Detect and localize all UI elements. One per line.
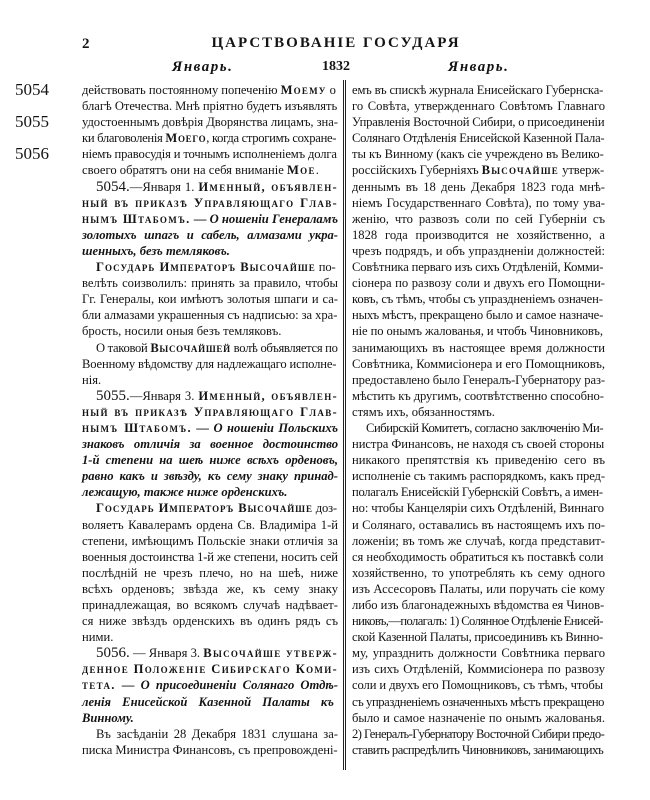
text-line xyxy=(82,661,339,677)
text-segment: Высочайшей xyxy=(150,340,231,355)
text-segment: мѣстить къ другимъ, соотвѣтственно способно- xyxy=(352,388,604,403)
text-line xyxy=(82,388,339,404)
text-segment: шенныхъ, безъ темляковъ. xyxy=(82,243,230,258)
text-line xyxy=(352,114,606,130)
text-segment: нымъ Штабомъ. xyxy=(82,211,191,226)
text-line xyxy=(82,677,339,693)
text-segment: ставить распредѣлить Чиновниковъ, занимающихъ xyxy=(352,742,604,757)
text-segment: Высочайше утверж- xyxy=(203,646,339,661)
text-segment: женію, что развозъ соли по сей Губерніи съ xyxy=(352,211,605,226)
text-line xyxy=(352,533,606,549)
text-segment: хозяйственно, то употреблять къ сему одного xyxy=(352,565,605,580)
text-segment: утверж- xyxy=(558,163,605,178)
text-segment: чрезъ подрядъ, и объ упраздненіи должностей: xyxy=(352,243,605,258)
text-line xyxy=(352,565,606,581)
text-segment: удостоеннымъ довѣрія Дворянства лицамъ, зна- xyxy=(82,115,338,130)
text-line xyxy=(352,420,606,436)
text-segment: съ упраздненіемъ означенныхъ мѣстъ прекращено xyxy=(352,694,605,709)
text-line xyxy=(82,259,339,275)
text-line xyxy=(82,323,339,339)
text-segment: Управленія Восточной Сибири, о присоединеніи xyxy=(352,115,605,130)
text-line xyxy=(352,677,606,693)
text-segment: ніемъ правосудія и точнымъ исполненіемъ долга xyxy=(82,147,337,162)
text-segment: послѣдній не чрезъ плечо, но на шеѣ, ниже xyxy=(82,565,338,580)
text-segment: — Января 3. xyxy=(129,646,204,661)
text-line xyxy=(82,227,339,243)
text-segment: ніемъ Государственнаго Совѣта), по тому ува- xyxy=(352,195,605,210)
text-segment: ской Казенной Палаты, присоединивъ къ Винно- xyxy=(352,630,603,645)
text-segment: никакого препятствія къ приведенію сего въ xyxy=(352,453,605,468)
text-segment: изъ сихъ Отдѣленій, Коммисіонера по развозу xyxy=(352,662,605,677)
text-segment: соли и двухъ его Помощниковъ, съ тѣмъ, чтобы xyxy=(352,678,603,693)
text-line xyxy=(82,307,339,323)
text-segment: предоставлено было Генералъ-Губернатору раз- xyxy=(352,372,605,387)
text-segment: военныя достоинства 1-й же степени, носить сей xyxy=(82,549,338,564)
text-segment: О таковой xyxy=(96,340,151,355)
text-line xyxy=(82,726,339,742)
text-line xyxy=(352,243,606,259)
text-line xyxy=(352,98,606,114)
text-segment: полагалъ Енисейскій Губернскій Совѣтъ, а имен- xyxy=(352,485,603,500)
text-segment: велѣть соизволилъ: принять за правило, чтобы xyxy=(82,276,338,291)
text-segment: Государь Императоръ Высочайше xyxy=(96,260,316,275)
text-segment: Солянаго Отдѣленія Енисейской Казенной Пала- xyxy=(352,131,605,146)
right-column xyxy=(352,82,606,758)
text-segment: му, упразднить должности Совѣтника перваго xyxy=(352,646,605,661)
text-segment: бли алмазами украшенныя съ надписью: за хра- xyxy=(82,308,338,323)
text-line xyxy=(82,645,339,661)
month-left: Январь. xyxy=(172,59,234,75)
text-segment: было и самое назначеніе по онымъ жалованья. xyxy=(352,710,605,725)
text-segment: ный въ приказѣ Управляющаго Глав- xyxy=(82,195,338,210)
text-line xyxy=(82,179,339,195)
text-segment: Въ засѣданіи 28 Декабря 1831 слушана за- xyxy=(96,726,338,741)
text-segment: изъ Ассесоровъ Палаты, или поручать сіе кому xyxy=(352,581,605,596)
page-number: 2 xyxy=(82,36,90,52)
text-segment: Моего xyxy=(165,131,207,146)
text-line xyxy=(82,517,339,533)
entry-number: 5056. xyxy=(96,645,130,662)
text-segment: ложеніи; въ томъ же случаѣ, когда представит- xyxy=(352,533,605,548)
left-column xyxy=(82,82,339,758)
running-title: ЦАРСТВОВАНІЕ ГОСУДАРЯ xyxy=(211,35,461,51)
text-segment: ковъ, съ тѣмъ, чтобы съ упраздненіемъ означен- xyxy=(352,292,603,307)
text-segment: 1-й степени на шеѣ ниже всѣхъ орденовъ, xyxy=(82,453,338,468)
text-segment: о xyxy=(326,83,336,97)
text-segment: ки благоволенія xyxy=(82,131,166,146)
entry-number: 5055. xyxy=(96,387,130,404)
text-segment: по- xyxy=(315,260,336,275)
text-segment: нистра Финансовъ, не находя съ своей стороны xyxy=(352,437,605,452)
text-segment: нія. xyxy=(82,372,102,387)
text-segment: всѣхъ орденовъ; звѣзда же, къ сему знаку xyxy=(82,581,338,596)
text-line xyxy=(82,565,339,581)
text-line xyxy=(82,694,339,710)
text-segment: ты къ Винному (какъ сіе учреждено въ Велико- xyxy=(352,147,604,162)
text-line xyxy=(352,661,606,677)
text-segment: занимающихъ въ настоящее время должности xyxy=(352,340,605,355)
margin-entry-number: 5055 xyxy=(15,112,49,132)
text-line xyxy=(82,468,339,484)
text-line xyxy=(82,98,339,114)
text-segment: Высочайше xyxy=(481,163,559,178)
text-segment: своего обратятъ они на себя вниманіе xyxy=(82,163,287,178)
text-line xyxy=(352,356,606,372)
text-segment: Именный, объявлен- xyxy=(198,179,338,194)
text-line xyxy=(82,500,339,516)
text-segment: степени, имѣющимъ Польскіе знаки отличія за xyxy=(82,533,338,548)
text-segment: благѣ Отечества. Мнѣ пріятно будетъ изъявлять xyxy=(82,99,338,114)
text-line xyxy=(82,597,339,613)
text-line xyxy=(82,114,339,130)
margin-entry-number: 5054 xyxy=(15,80,49,99)
text-line xyxy=(352,517,606,533)
text-line xyxy=(352,404,606,420)
text-line xyxy=(82,211,339,227)
text-line xyxy=(352,742,606,758)
text-segment: емъ въ спискѣ журнала Енисейскаго Губернска- xyxy=(352,83,604,97)
text-line xyxy=(352,484,606,500)
text-segment: 2) Генералъ-Губернатору Восточной Сибири предо- xyxy=(352,726,605,741)
margin-entry-number: 5056 xyxy=(15,144,49,164)
text-line xyxy=(352,726,606,742)
text-line xyxy=(352,694,606,710)
text-line xyxy=(82,742,339,758)
text-line xyxy=(352,597,606,613)
text-segment: ный въ приказѣ Управляющаго Глав- xyxy=(82,404,338,419)
text-segment: го Совѣта, утвержденнаго Совѣтомъ Главнаго xyxy=(352,99,605,114)
month-right: Январь. xyxy=(448,59,510,75)
text-line xyxy=(352,291,606,307)
text-segment: Именный, объявлен- xyxy=(198,388,338,403)
text-line xyxy=(82,243,339,259)
text-line xyxy=(82,613,339,629)
text-line xyxy=(352,468,606,484)
text-segment: нымъ Штабомъ. xyxy=(82,420,192,435)
text-line xyxy=(352,581,606,597)
text-segment: лежащую, также ниже орденскихъ. xyxy=(82,485,288,500)
text-line xyxy=(352,195,606,211)
text-line xyxy=(82,340,339,356)
text-line xyxy=(82,549,339,565)
text-segment: — О ношеніи Польскихъ xyxy=(191,420,338,435)
text-line xyxy=(352,227,606,243)
text-line xyxy=(82,130,339,146)
text-line xyxy=(82,291,339,307)
text-line xyxy=(352,388,606,404)
text-segment: 1828 года производится не хозяйственно, а xyxy=(352,227,605,242)
text-line xyxy=(352,211,606,227)
text-line xyxy=(82,420,339,436)
text-segment: ся ниже звѣздъ орденскихъ въ одинъ рядъ съ xyxy=(82,614,338,629)
text-segment: — О присоединеніи Солянаго Отдѣ- xyxy=(115,678,338,693)
text-line xyxy=(352,372,606,388)
column-divider-rule xyxy=(343,80,346,770)
entry-number: 5054. xyxy=(96,178,130,195)
text-line xyxy=(82,404,339,420)
text-segment: равно какъ и звѣзду, къ сему знаку принад- xyxy=(82,469,338,484)
text-segment: писка Министра Финансовъ, съ препровожденi- xyxy=(82,742,338,757)
text-segment: ленія Енисейской Казенной Палаты къ xyxy=(82,694,334,709)
text-segment: Совѣтника, Коммисіонера и его Помощниковъ, xyxy=(352,356,605,371)
text-line xyxy=(352,82,606,98)
text-line xyxy=(82,195,339,211)
text-line xyxy=(352,500,606,516)
text-line xyxy=(82,356,339,372)
text-line xyxy=(82,533,339,549)
text-segment: стямъ ихъ, обязанностямъ. xyxy=(352,404,495,419)
text-segment: Мое xyxy=(287,163,316,178)
text-line xyxy=(82,484,339,500)
text-segment: доз- xyxy=(312,501,337,516)
text-line xyxy=(352,259,606,275)
text-segment: Винному. xyxy=(82,710,134,725)
text-line xyxy=(352,275,606,291)
text-segment: Совѣтника перваго изъ сихъ Отдѣленій, Комми- xyxy=(352,260,604,275)
text-segment: знаковъ отличія за военное достоинство xyxy=(82,437,338,452)
text-segment: россійскихъ Губерніяхъ xyxy=(352,163,482,178)
text-segment: Моему xyxy=(280,83,327,97)
text-line xyxy=(352,307,606,323)
text-segment: но: чтобы Канцеляріи сихъ Отдѣленій, Виннаго xyxy=(352,501,604,516)
text-line xyxy=(352,179,606,195)
text-segment: золотыхъ шпагъ и сабель, алмазами укра- xyxy=(82,227,338,242)
text-segment: сіонера по развозу соли и двухъ его Помощни- xyxy=(352,276,605,291)
text-segment: брость, носили оныя безъ темляковъ. xyxy=(82,324,282,339)
text-segment: либо изъ благонадежныхъ вѣдомства ея Чинов- xyxy=(352,598,605,612)
text-line xyxy=(82,162,339,178)
text-line xyxy=(82,629,339,645)
text-segment: ся необходимость обратиться къ поставкѣ соли xyxy=(352,549,604,564)
text-segment: Военному вѣдомству для надлежащаго исполне- xyxy=(82,356,337,371)
text-line xyxy=(352,436,606,452)
text-line xyxy=(352,340,606,356)
text-segment: денное Положеніе Сибирскаго Коми- xyxy=(82,662,338,677)
text-segment: . xyxy=(315,163,319,178)
text-line xyxy=(352,613,606,629)
text-line xyxy=(82,710,339,726)
text-line xyxy=(352,645,606,661)
text-line xyxy=(82,436,339,452)
text-segment: деннымъ въ 18 день Декабря 1823 года мнѣ- xyxy=(352,179,605,194)
text-segment: никовъ,—полагалъ: 1) Солянное Отдѣленіе Енисей- xyxy=(352,614,603,629)
text-segment: тета. xyxy=(82,678,116,693)
text-segment: исполненіе съ такимъ распорядкомъ, какъ пред- xyxy=(352,469,605,484)
text-segment: Сибирскій Комитетъ, согласно заключенію Ми- xyxy=(366,420,604,435)
text-segment: —Января 1. xyxy=(129,179,199,194)
text-line xyxy=(82,581,339,597)
text-line xyxy=(352,629,606,645)
year: 1832 xyxy=(322,59,350,74)
text-line xyxy=(352,710,606,726)
text-segment: ніе по онымъ жалованья, и чтобъ Чиновниковъ, xyxy=(352,324,603,339)
text-segment: и Солянаго, оставались въ настоящемъ ихъ по- xyxy=(352,517,605,532)
text-line xyxy=(352,146,606,162)
text-segment: принадлежащая, во всякомъ случаѣ надѣвает- xyxy=(82,598,338,612)
text-segment: Гг. Генералы, кои имѣютъ золотыя шпаги и са- xyxy=(82,292,338,307)
text-line xyxy=(352,162,606,178)
text-segment: воляетъ Кавалерамъ ордена Св. Владиміра 1-й xyxy=(82,517,338,532)
text-line xyxy=(352,323,606,339)
text-segment: ними. xyxy=(82,630,114,645)
text-line xyxy=(82,82,339,98)
text-line xyxy=(352,130,606,146)
text-line xyxy=(352,452,606,468)
text-segment: действовать постоянному попеченію xyxy=(82,83,281,97)
text-line xyxy=(82,146,339,162)
text-line xyxy=(352,549,606,565)
text-segment: — О ношеніи Генераламъ xyxy=(190,211,338,226)
text-line xyxy=(82,275,339,291)
text-segment: , когда строгимъ сохране- xyxy=(206,131,337,146)
text-segment: волѣ объявляется по xyxy=(230,340,338,355)
text-segment: —Января 3. xyxy=(129,388,199,403)
text-line xyxy=(82,372,339,388)
text-segment: Государь Императоръ Высочайше xyxy=(96,501,313,516)
text-segment: ныхъ мѣстъ, прекращено было и самое назначе- xyxy=(352,308,604,323)
text-line xyxy=(82,452,339,468)
